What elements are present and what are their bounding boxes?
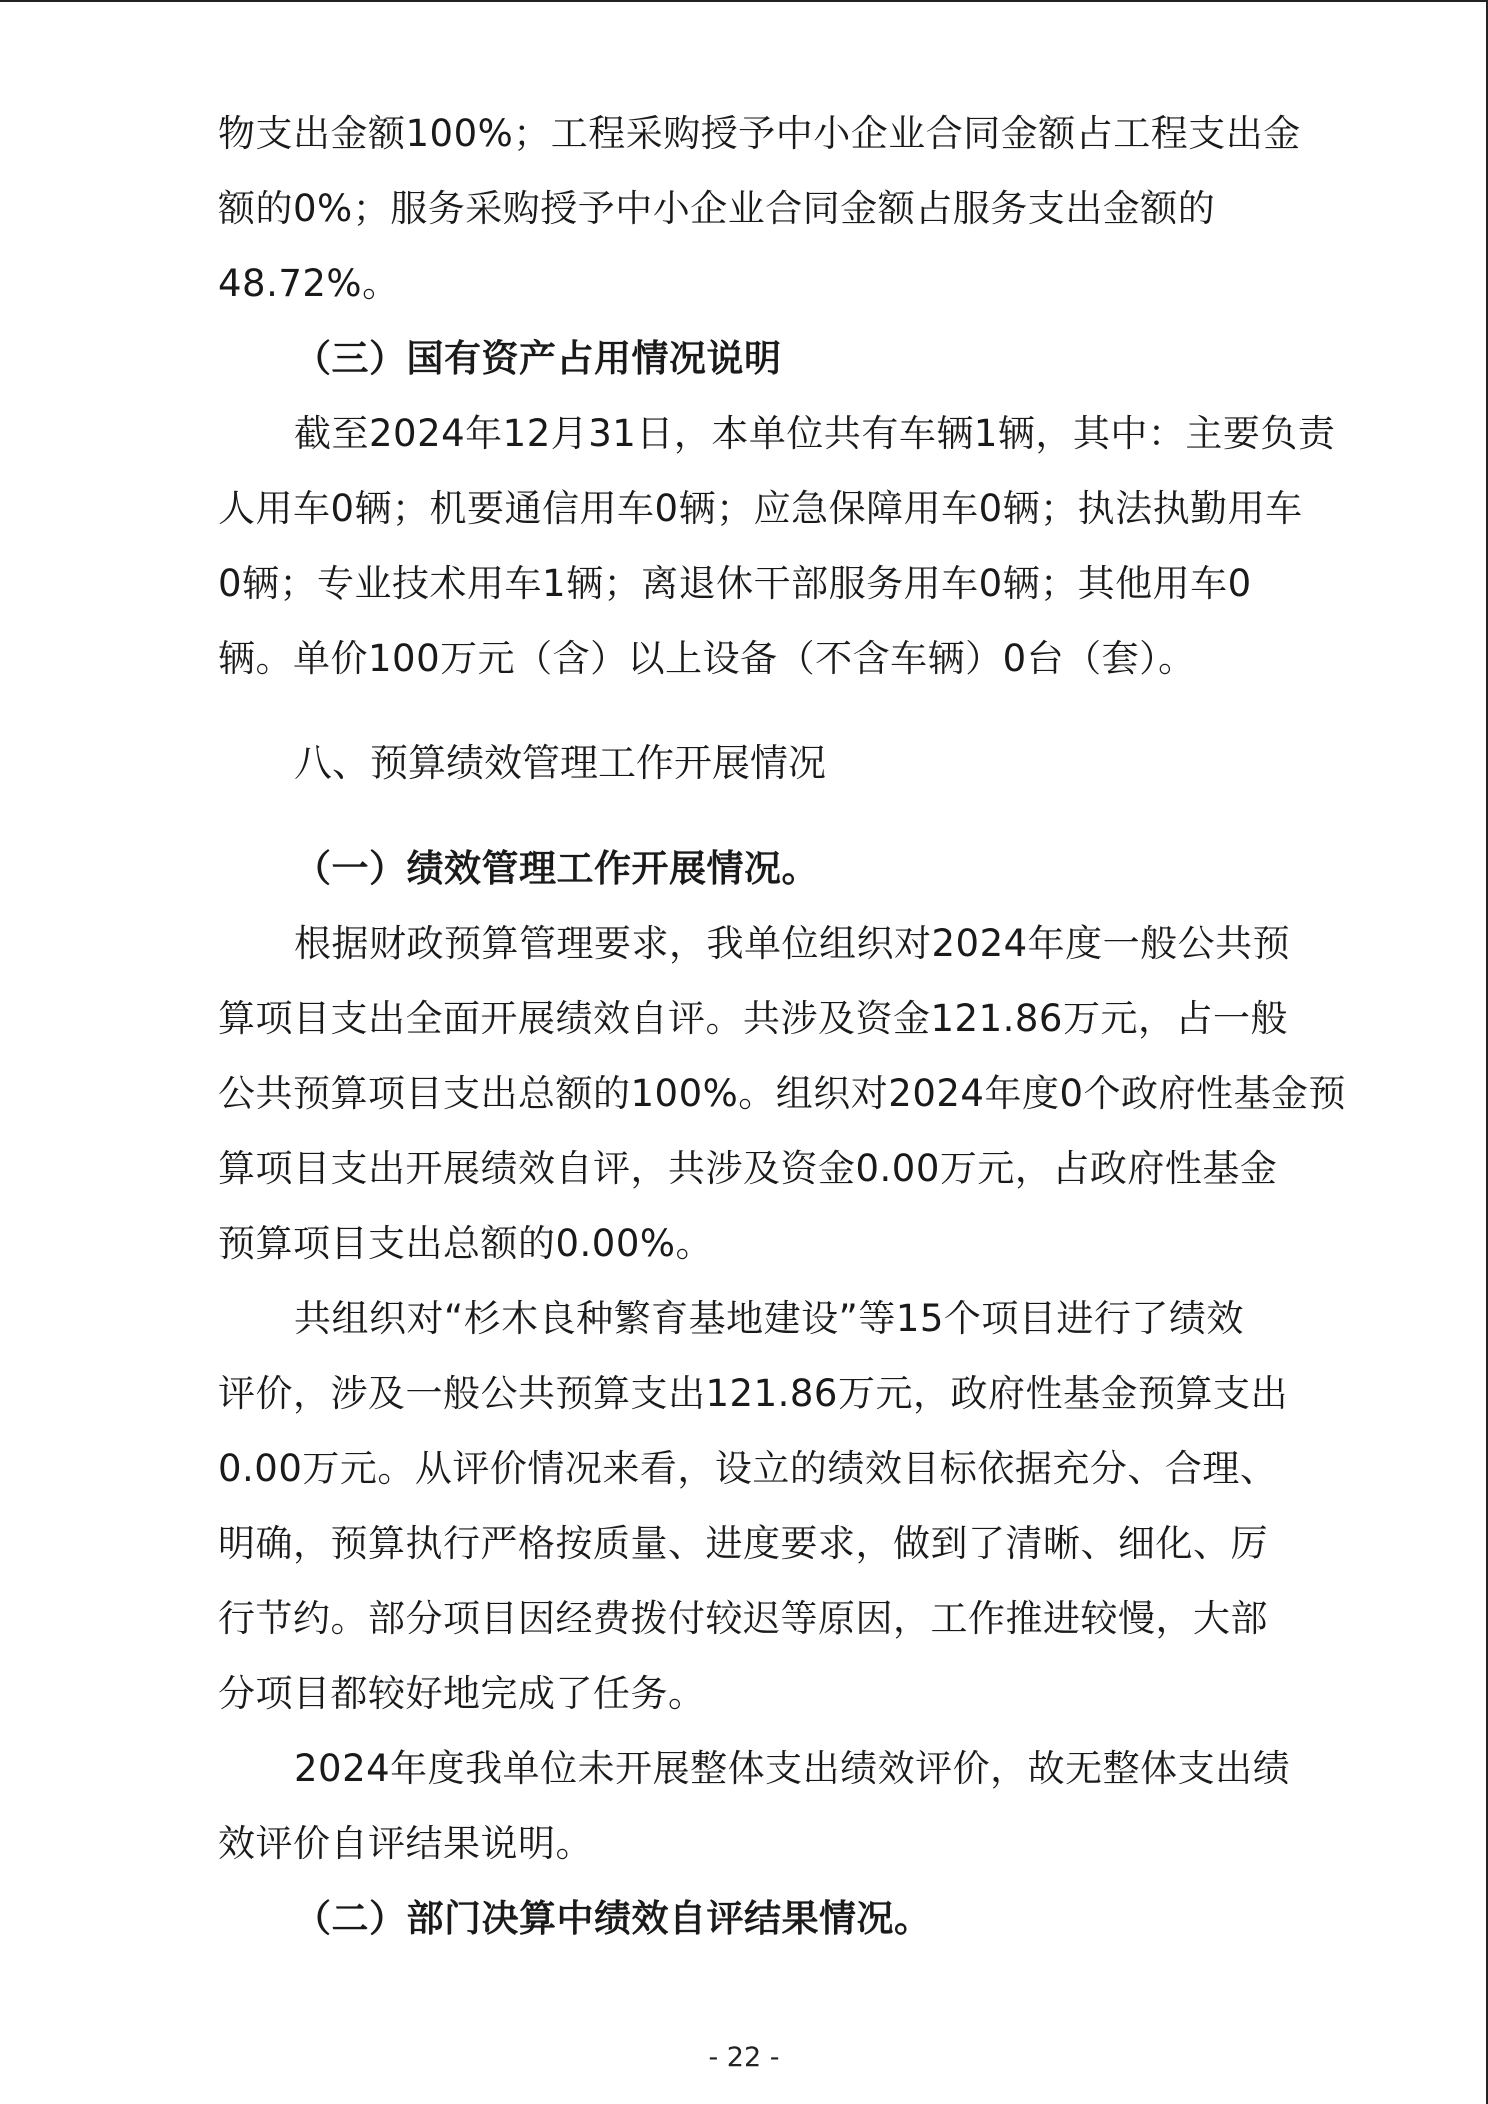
body-line: 2024年度我单位未开展整体支出绩效评价，故无整体支出绩 [294,1747,1291,1790]
body-line: 辆。单价100万元（含）以上设备（不含车辆）0台（套）。 [218,637,1196,680]
body-line: 评价，涉及一般公共预算支出121.86万元，政府性基金预算支出 [218,1372,1288,1415]
body-line: 物支出金额100%；工程采购授予中小企业合同金额占工程支出金 [218,112,1301,155]
body-line: 效评价自评结果说明。 [218,1822,593,1865]
body-line: 公共预算项目支出总额的100%。组织对2024年度0个政府性基金预 [218,1072,1346,1115]
subheading-assets: （三）国有资产占用情况说明 [294,337,782,380]
body-line: 0辆；专业技术用车1辆；离退休干部服务用车0辆；其他用车0 [218,562,1252,605]
section-heading: 八、预算绩效管理工作开展情况 [294,741,827,785]
body-line: 预算项目支出总额的0.00%。 [218,1222,714,1265]
body-line: 额的0%；服务采购授予中小企业合同金额占服务支出金额的 [218,187,1216,230]
subheading-results: （二）部门决算中绩效自评结果情况。 [294,1897,932,1940]
body-line: 0.00万元。从评价情况来看，设立的绩效目标依据充分、合理、 [218,1447,1278,1490]
body-line: 48.72%。 [218,262,400,305]
body-line: 算项目支出开展绩效自评，共涉及资金0.00万元，占政府性基金 [218,1147,1278,1190]
subheading-performance: （一）绩效管理工作开展情况。 [294,847,819,890]
body-line: 共组织对“杉木良种繁育基地建设”等15个项目进行了绩效 [294,1297,1244,1340]
body-line: 算项目支出全面开展绩效自评。共涉及资金121.86万元，占一般 [218,997,1288,1040]
body-line: 截至2024年12月31日，本单位共有车辆1辆，其中：主要负责 [294,412,1336,455]
body-line: 行节约。部分项目因经费拨付较迟等原因，工作推进较慢，大部 [218,1597,1268,1640]
page-number: - 22 - [708,2042,780,2073]
body-line: 人用车0辆；机要通信用车0辆；应急保障用车0辆；执法执勤用车 [218,487,1303,530]
body-line: 分项目都较好地完成了任务。 [218,1672,706,1715]
body-line: 根据财政预算管理要求，我单位组织对2024年度一般公共预 [294,922,1291,965]
body-line: 明确，预算执行严格按质量、进度要求，做到了清晰、细化、厉 [218,1522,1268,1565]
document-page [218,96,1346,1956]
page-border-top [0,0,1488,2]
